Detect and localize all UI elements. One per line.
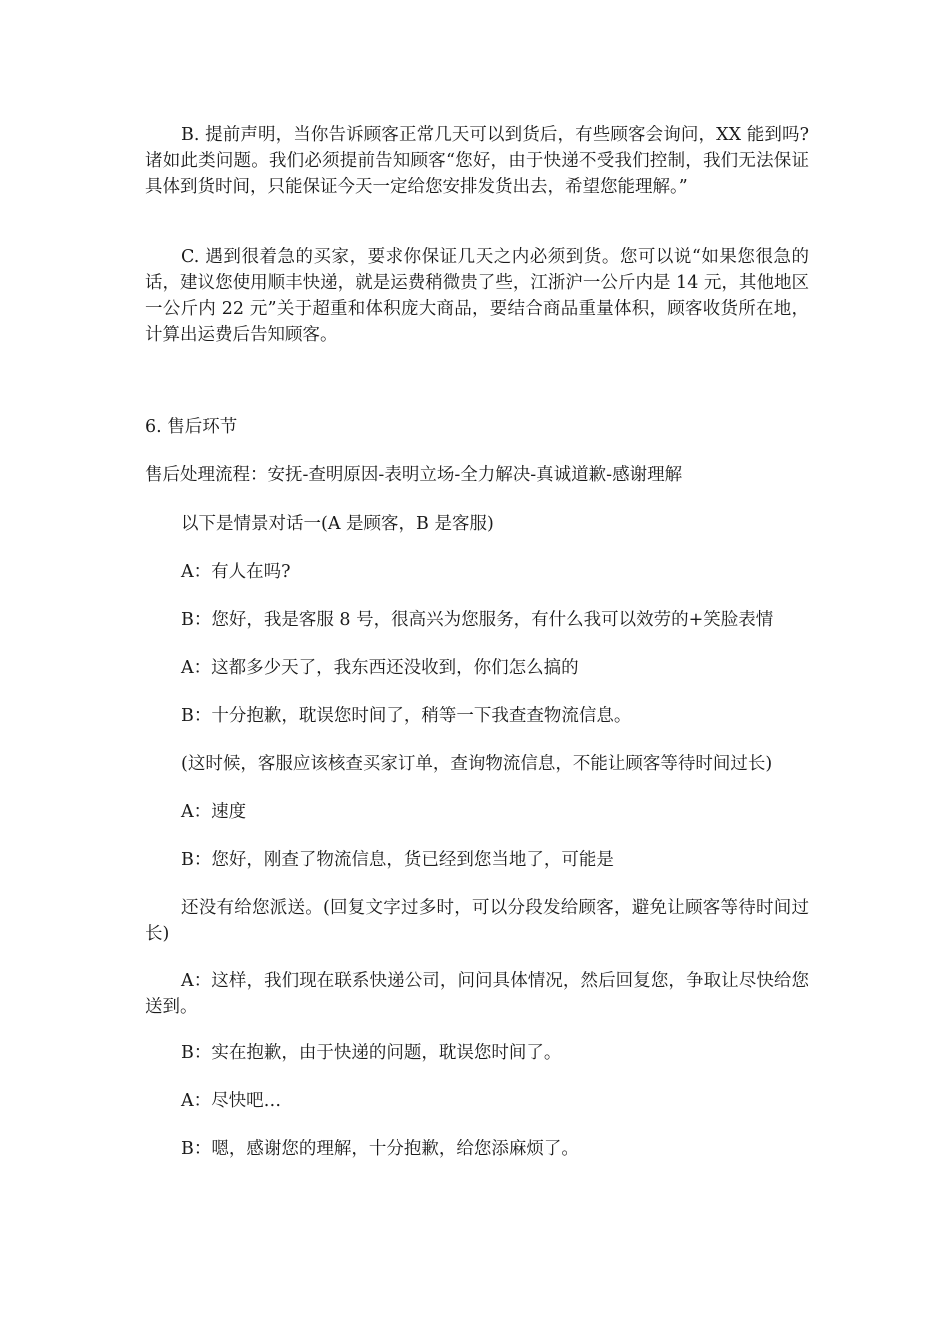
paragraph-c: C. 遇到很着急的买家，要求你保证几天之内必须到货。您可以说“如果您很急的话，建议您使用顺丰快递，就是运费稍微贵了些，江浙沪一公斤内是 14 元，其他地区一公斤内 22 元”关于超重和体积庞大商品，要结合商品重量体积，顾客收货所在地，计算出运费后告知顾客。	[145, 247, 809, 345]
dialogue-line: B：您好，我是客服 8 号，很高兴为您服务，有什么我可以效劳的+笑脸表情	[181, 610, 774, 630]
dialogue-line: A：这样，我们现在联系快递公司，问问具体情况，然后回复您，争取让尽快给您送到。	[145, 971, 809, 1017]
dialogue-line: 还没有给您派送。(回复文字过多时，可以分段发给顾客，避免让顾客等待时间过长)	[145, 898, 809, 944]
dialogue-intro: 以下是情景对话一(A 是顾客，B 是客服)	[181, 514, 494, 534]
dialogue-line: A：这都多少天了，我东西还没收到，你们怎么搞的	[181, 658, 579, 678]
dialogue-line: B：实在抱歉，由于快递的问题，耽误您时间了。	[181, 1043, 562, 1063]
dialogue-line: A：有人在吗?	[181, 562, 291, 582]
dialogue-line: A：尽快吧…	[181, 1091, 282, 1111]
dialogue-line: A：速度	[181, 802, 247, 822]
paragraph-b: B. 提前声明，当你告诉顾客正常几天可以到货后，有些顾客会询问，XX 能到吗?诸如此类问题。我们必须提前告知顾客“您好，由于快递不受我们控制，我们无法保证具体到货时间，只能保证今天一定给您安排发货出去，希望您能理解。”	[145, 125, 809, 197]
dialogue-line: B：十分抱歉，耽误您时间了，稍等一下我查查物流信息。	[181, 706, 632, 726]
dialogue-line: B：嗯，感谢您的理解，十分抱歉，给您添麻烦了。	[181, 1139, 579, 1159]
section-heading: 6. 售后环节	[145, 417, 238, 437]
process-line: 售后处理流程：安抚-查明原因-表明立场-全力解决-真诚道歉-感谢理解	[145, 465, 683, 485]
dialogue-note: (这时候，客服应该核查买家订单，查询物流信息，不能让顾客等待时间过长)	[181, 754, 773, 774]
dialogue-line: B：您好，刚查了物流信息，货已经到您当地了，可能是	[181, 850, 614, 870]
